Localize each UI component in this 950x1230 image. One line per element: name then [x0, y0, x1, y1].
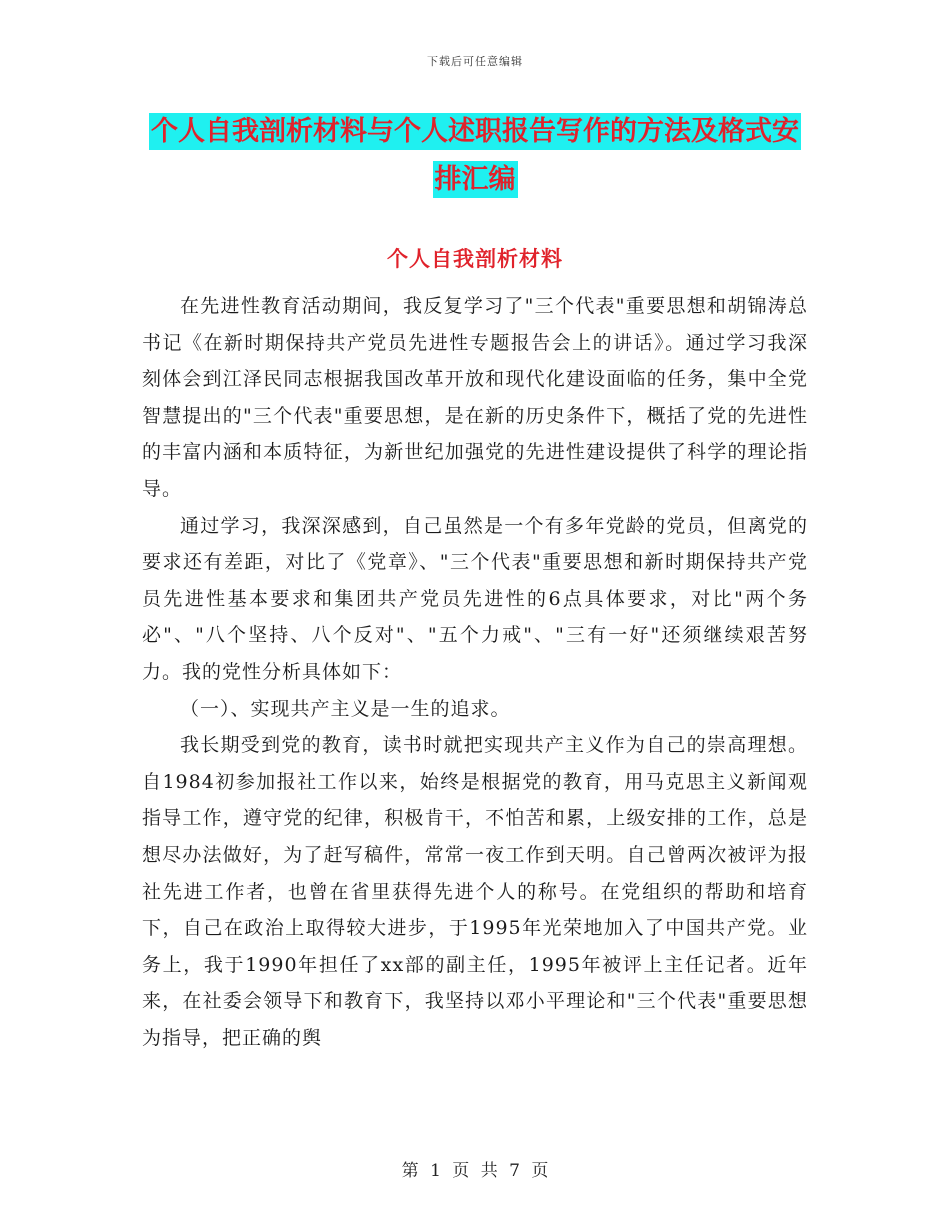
page-number-footer: 第 1 页 共 7 页 — [401, 1161, 549, 1181]
body-paragraph: 通过学习，我深深感到，自己虽然是一个有多年党龄的党员，但离党的要求还有差距，对比了《党章》、"三个代表"重要思想和新时期保持共产党员先进性基本要求和集团共产党员先进性的6点具体要求，对比"两个务必"、"八个坚持、八个反对"、"五个力戒"、"三有一好"还须继续艰苦努力。我的党性分析具体如下： — [142, 514, 808, 683]
body-subheading: （一）、实现共产主义是一生的追求。 — [180, 697, 511, 720]
page-header-note: 下载后可任意编辑 — [427, 55, 523, 68]
document-title-text: 个人自我剖析材料与个人述职报告写作的方法及格式安排汇编 — [149, 113, 801, 198]
document-body — [142, 288, 808, 1056]
section-title: 个人自我剖析材料 — [387, 246, 563, 271]
body-paragraph: 我长期受到党的教育，读书时就把实现共产主义作为自己的崇高理想。自1984初参加报社工作以来，始终是根据党的教育，用马克思主义新闻观指导工作，遵守党的纪律，积极肯干，不怕苦和累，上级安排的工作，总是想尽办法做好，为了赶写稿件，常常一夜工作到天明。自己曾两次被评为报社先进工作者，也曾在省里获得先进个人的称号。在党组织的帮助和培育下，自己在政治上取得较大进步，于1995年光荣地加入了中国共产党。业务上，我于1990年担任了xx部的副主任，1995年被评上主任记者。近年来，在社委会领导下和教育下，我坚持以邓小平理论和"三个代表"重要思想为指导，把正确的舆 — [142, 734, 808, 1049]
document-title — [140, 108, 810, 204]
body-paragraph: 在先进性教育活动期间，我反复学习了"三个代表"重要思想和胡锦涛总书记《在新时期保持共产党员先进性专题报告会上的讲话》。通过学习我深刻体会到江泽民同志根据我国改革开放和现代化建设面临的任务，集中全党智慧提出的"三个代表"重要思想，是在新的历史条件下，概括了党的先进性的丰富内涵和本质特征，为新世纪加强党的先进性建设提供了科学的理论指导。 — [142, 295, 808, 500]
